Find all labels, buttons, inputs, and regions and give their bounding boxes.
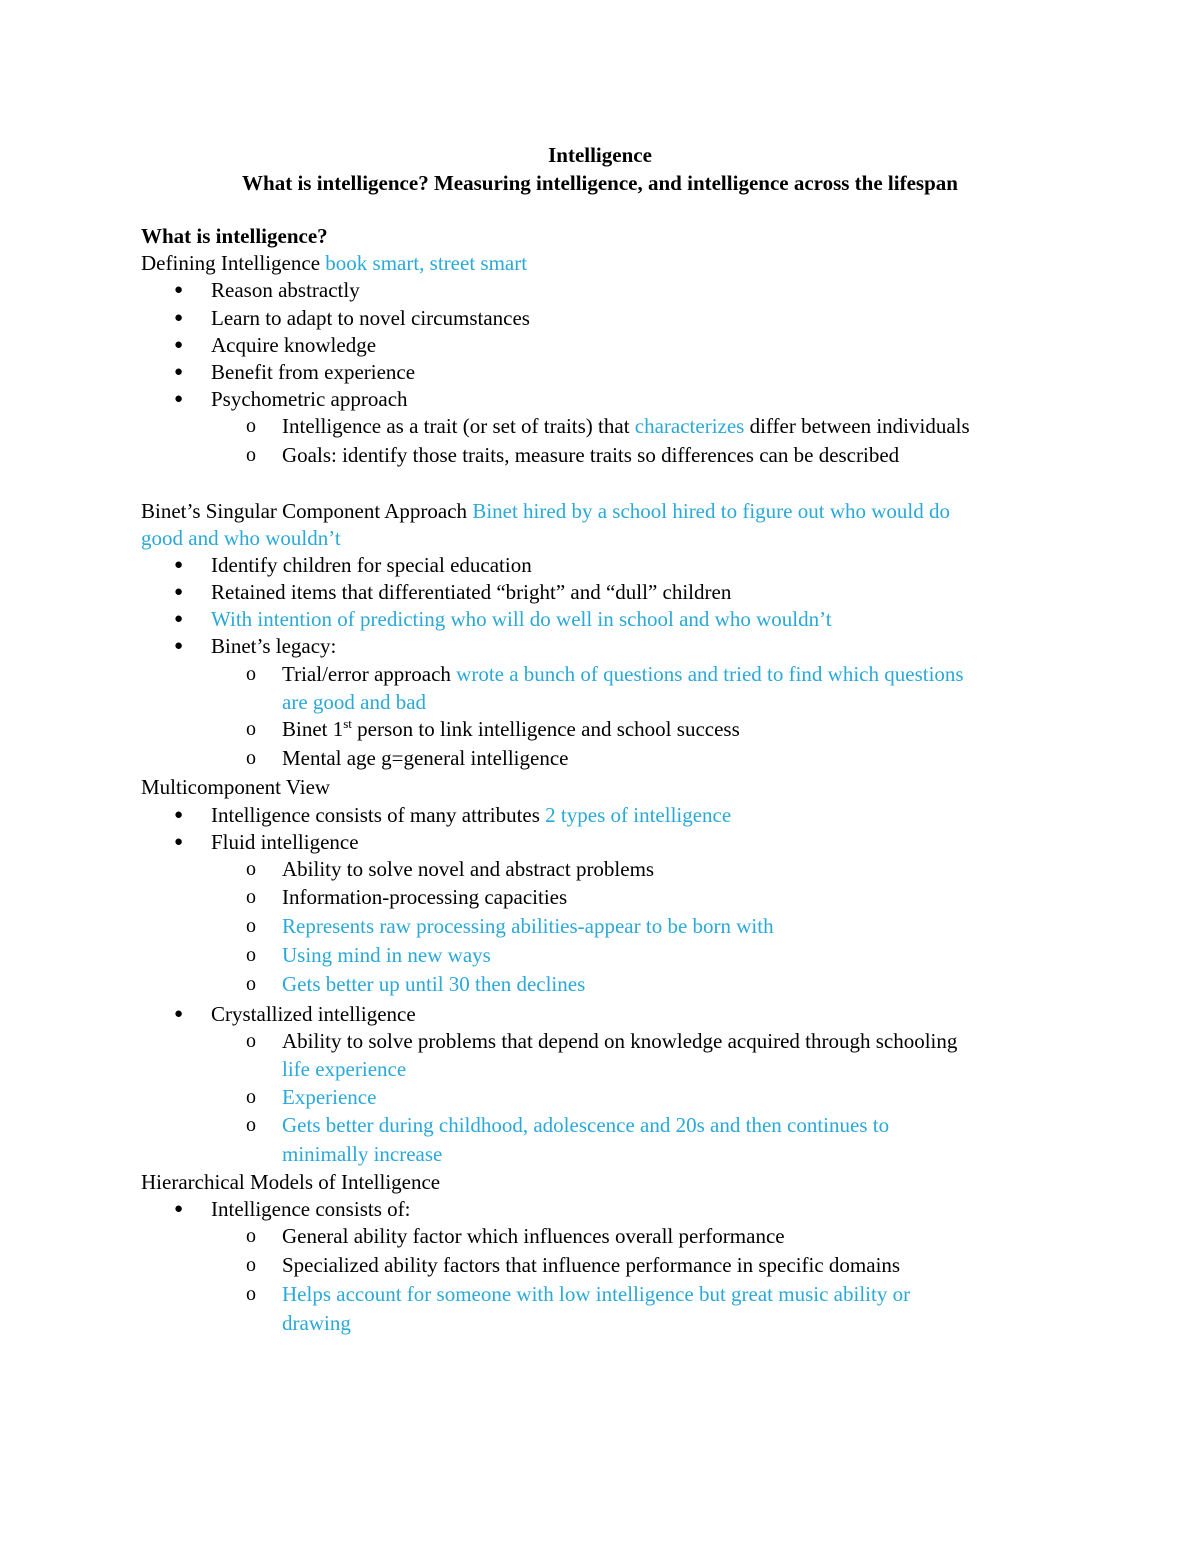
sub-list-item xyxy=(282,413,970,440)
hier-label: Hierarchical Models of Intelligence xyxy=(141,1170,441,1194)
bullet-icon: ● xyxy=(174,310,184,326)
list-item: Identify children for special education xyxy=(211,553,532,577)
bullet-icon: ● xyxy=(174,337,184,353)
binet-label: Binet’s Singular Component Approach xyxy=(141,499,468,523)
section-heading: What is intelligence? xyxy=(141,224,328,248)
sub-bullet-icon: o xyxy=(246,973,256,995)
defining-label: Defining Intelligence xyxy=(141,251,321,275)
list-item: Intelligence consists of: xyxy=(211,1197,411,1221)
sub-list-item: Using mind in new ways xyxy=(282,943,491,967)
bullet-icon: ● xyxy=(174,611,184,627)
sub-list-item: General ability factor which influences overall performance xyxy=(282,1224,785,1248)
sub-item-text: person to link intelligence and school success xyxy=(351,717,740,741)
list-item: Benefit from experience xyxy=(211,360,416,384)
list-item: Fluid intelligence xyxy=(211,830,359,854)
binet-note: Binet hired by a school hired to figure out who would do xyxy=(472,499,950,523)
list-item: Crystallized intelligence xyxy=(211,1002,416,1026)
sub-item-note-continued: life experience xyxy=(282,1057,407,1081)
sub-list-item: Gets better up until 30 then declines xyxy=(282,972,586,996)
list-item: Binet’s legacy: xyxy=(211,634,337,658)
sub-list-item: Specialized ability factors that influence performance in specific domains xyxy=(282,1253,901,1277)
sub-list-item: Information-processing capacities xyxy=(282,885,568,909)
sub-bullet-icon: o xyxy=(246,663,256,685)
sub-list-item: Ability to solve problems that depend on knowledge acquired through schooling xyxy=(282,1029,958,1053)
sub-item-note: characterizes xyxy=(634,414,745,438)
sub-item-note-continued: drawing xyxy=(282,1311,351,1335)
sub-list-item: Goals: identify those traits, measure traits so differences can be described xyxy=(282,443,900,467)
list-item: Acquire knowledge xyxy=(211,333,377,357)
bullet-icon: ● xyxy=(174,364,184,380)
list-item: With intention of predicting who will do well in school and who wouldn’t xyxy=(211,607,832,631)
sub-bullet-icon: o xyxy=(246,858,256,880)
list-item: Reason abstractly xyxy=(211,278,360,302)
sub-bullet-icon: o xyxy=(246,915,256,937)
list-item xyxy=(211,802,731,829)
multi-label: Multicomponent View xyxy=(141,775,331,799)
list-item: Psychometric approach xyxy=(211,387,408,411)
bullet-icon: ● xyxy=(174,638,184,654)
sub-bullet-icon: o xyxy=(246,1030,256,1052)
defining-note: book smart, street smart xyxy=(325,251,528,275)
bullet-icon: ● xyxy=(174,834,184,850)
sub-bullet-icon: o xyxy=(246,1254,256,1276)
sub-list-item: Gets better during childhood, adolescence and 20s and then continues to xyxy=(282,1113,890,1137)
sub-bullet-icon: o xyxy=(246,1114,256,1136)
sub-bullet-icon: o xyxy=(246,718,256,740)
sub-item-text: Intelligence as a trait (or set of traits) that xyxy=(282,414,630,438)
defining-line xyxy=(141,250,527,277)
sub-list-item: Mental age g=general intelligence xyxy=(282,746,569,770)
sub-list-item: Ability to solve novel and abstract problems xyxy=(282,857,655,881)
sub-list-item: Represents raw processing abilities-appear to be born with xyxy=(282,914,774,938)
sub-bullet-icon: o xyxy=(246,886,256,908)
bullet-icon: ● xyxy=(174,584,184,600)
sub-bullet-icon: o xyxy=(246,444,256,466)
sub-item-note-continued: minimally increase xyxy=(282,1142,443,1166)
bullet-icon: ● xyxy=(174,1201,184,1217)
sub-bullet-icon: o xyxy=(246,944,256,966)
list-item-note: 2 types of intelligence xyxy=(545,803,732,827)
sub-list-item: Experience xyxy=(282,1085,377,1109)
sub-item-note-continued: are good and bad xyxy=(282,690,427,714)
sub-bullet-icon: o xyxy=(246,1225,256,1247)
sub-bullet-icon: o xyxy=(246,747,256,769)
bullet-icon: ● xyxy=(174,557,184,573)
sub-bullet-icon: o xyxy=(246,1283,256,1305)
sub-bullet-icon: o xyxy=(246,1086,256,1108)
sub-list-item: Helps account for someone with low intelligence but great music ability or xyxy=(282,1282,911,1306)
sub-item-text: differ between individuals xyxy=(749,414,970,438)
binet-line xyxy=(141,498,950,525)
superscript: st xyxy=(343,716,352,731)
list-item: Retained items that differentiated “bright” and “dull” children xyxy=(211,580,732,604)
bullet-icon: ● xyxy=(174,391,184,407)
sub-item-note: wrote a bunch of questions and tried to find which questions xyxy=(456,662,964,686)
sub-list-item xyxy=(282,716,740,743)
list-item-text: Intelligence consists of many attributes xyxy=(211,803,540,827)
sub-item-text: Binet 1 xyxy=(282,717,344,741)
bullet-icon: ● xyxy=(174,282,184,298)
binet-note-continued: good and who wouldn’t xyxy=(141,526,341,550)
sub-bullet-icon: o xyxy=(246,415,256,437)
document-title: Intelligence xyxy=(548,143,652,167)
document-subtitle: What is intelligence? Measuring intelligence, and intelligence across the lifespan xyxy=(242,171,958,195)
sub-list-item xyxy=(282,661,964,688)
bullet-icon: ● xyxy=(174,807,184,823)
list-item: Learn to adapt to novel circumstances xyxy=(211,306,530,330)
sub-item-text: Trial/error approach xyxy=(282,662,451,686)
bullet-icon: ● xyxy=(174,1006,184,1022)
